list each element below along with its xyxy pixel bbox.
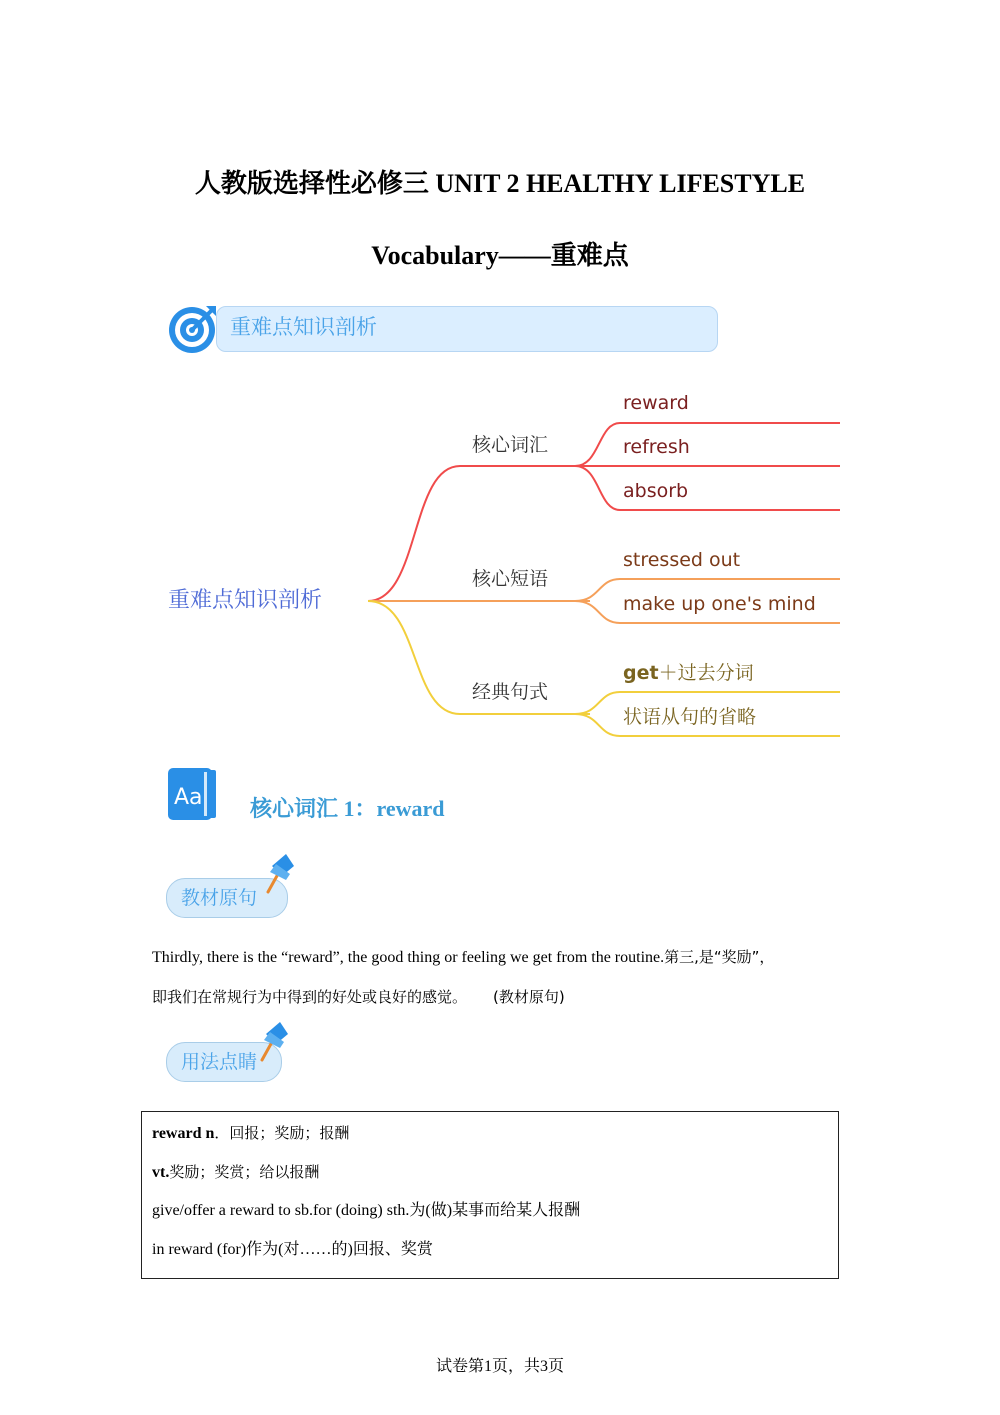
leaf-absorb: absorb bbox=[623, 480, 689, 502]
textbook-tag-label: 教材原句 bbox=[181, 887, 258, 909]
page-footer: 试卷第1页，共3页 bbox=[435, 1358, 564, 1375]
textbook-sentence-en: Thirdly, there is the “reward”, the good thing or feeling we get from the routine. bbox=[152, 949, 665, 966]
pushpin-icon bbox=[260, 852, 296, 898]
usage-line-1-bold: reward n bbox=[152, 1125, 215, 1142]
leaf-line-reward bbox=[575, 423, 840, 466]
usage-line-2-rest: 奖励；奖赏；给以报酬 bbox=[169, 1163, 320, 1181]
usage-box bbox=[141, 1111, 839, 1279]
leaf-get-past-participle bbox=[623, 660, 754, 686]
leaf-refresh: refresh bbox=[623, 436, 690, 458]
leaf-adverbial-omission bbox=[623, 704, 756, 730]
banner-label: 重难点知识剖析 bbox=[230, 315, 377, 339]
usage-line-1-rest: ．回报；奖励；报酬 bbox=[214, 1124, 350, 1142]
mind-map bbox=[0, 370, 1000, 750]
textbook-sentence-cn1: 第三,是“奖励”， bbox=[664, 948, 775, 966]
target-arrow-icon bbox=[166, 302, 220, 356]
section-banner bbox=[166, 302, 726, 356]
leaf-stressed-out: stressed out bbox=[623, 549, 741, 571]
leaf-get-rest: ＋过去分词 bbox=[658, 662, 754, 684]
leaf-make-up-mind: make up one's mind bbox=[623, 593, 816, 615]
leaf-reward: reward bbox=[623, 392, 689, 414]
branch-sentence: 经典句式 bbox=[472, 681, 549, 703]
leaf-omit-rest: 状语从句的省略 bbox=[623, 706, 757, 728]
mind-map-root: 重难点知识剖析 bbox=[168, 588, 323, 613]
svg-text:Aa: Aa bbox=[174, 785, 203, 810]
usage-line-2 bbox=[152, 1161, 319, 1184]
vocab-title: 核心词汇 1：reward bbox=[250, 796, 445, 821]
pushpin-icon bbox=[254, 1020, 290, 1066]
document-title: 人教版选择性必修三 UNIT 2 HEALTHY LIFESTYLE bbox=[194, 169, 806, 198]
leaf-line-absorb bbox=[575, 466, 840, 510]
usage-line-4: in reward (for)作为(对……的)回报、奖赏 bbox=[152, 1241, 433, 1258]
vocab-section-header bbox=[166, 766, 566, 826]
textbook-sentence-line1 bbox=[152, 946, 872, 969]
textbook-source: (教材原句) bbox=[493, 988, 565, 1006]
leaf-get-bold: get bbox=[623, 662, 659, 684]
textbook-sentence-line2 bbox=[152, 986, 872, 1009]
branch-vocab: 核心词汇 bbox=[472, 434, 549, 456]
branch-phrase: 核心短语 bbox=[472, 568, 549, 590]
textbook-sentence-cn2: 即我们在常规行为中得到的好处或良好的感觉。 bbox=[152, 988, 468, 1006]
usage-line-2-bold: vt. bbox=[152, 1164, 170, 1181]
document-subtitle: Vocabulary——重难点 bbox=[371, 241, 629, 270]
usage-line-3: give/offer a reward to sb.for (doing) sth.为(做)某事而给某人报酬 bbox=[152, 1202, 581, 1219]
dictionary-aa-icon bbox=[166, 766, 220, 824]
usage-line-1 bbox=[152, 1122, 349, 1145]
usage-tag-label: 用法点睛 bbox=[181, 1051, 258, 1073]
